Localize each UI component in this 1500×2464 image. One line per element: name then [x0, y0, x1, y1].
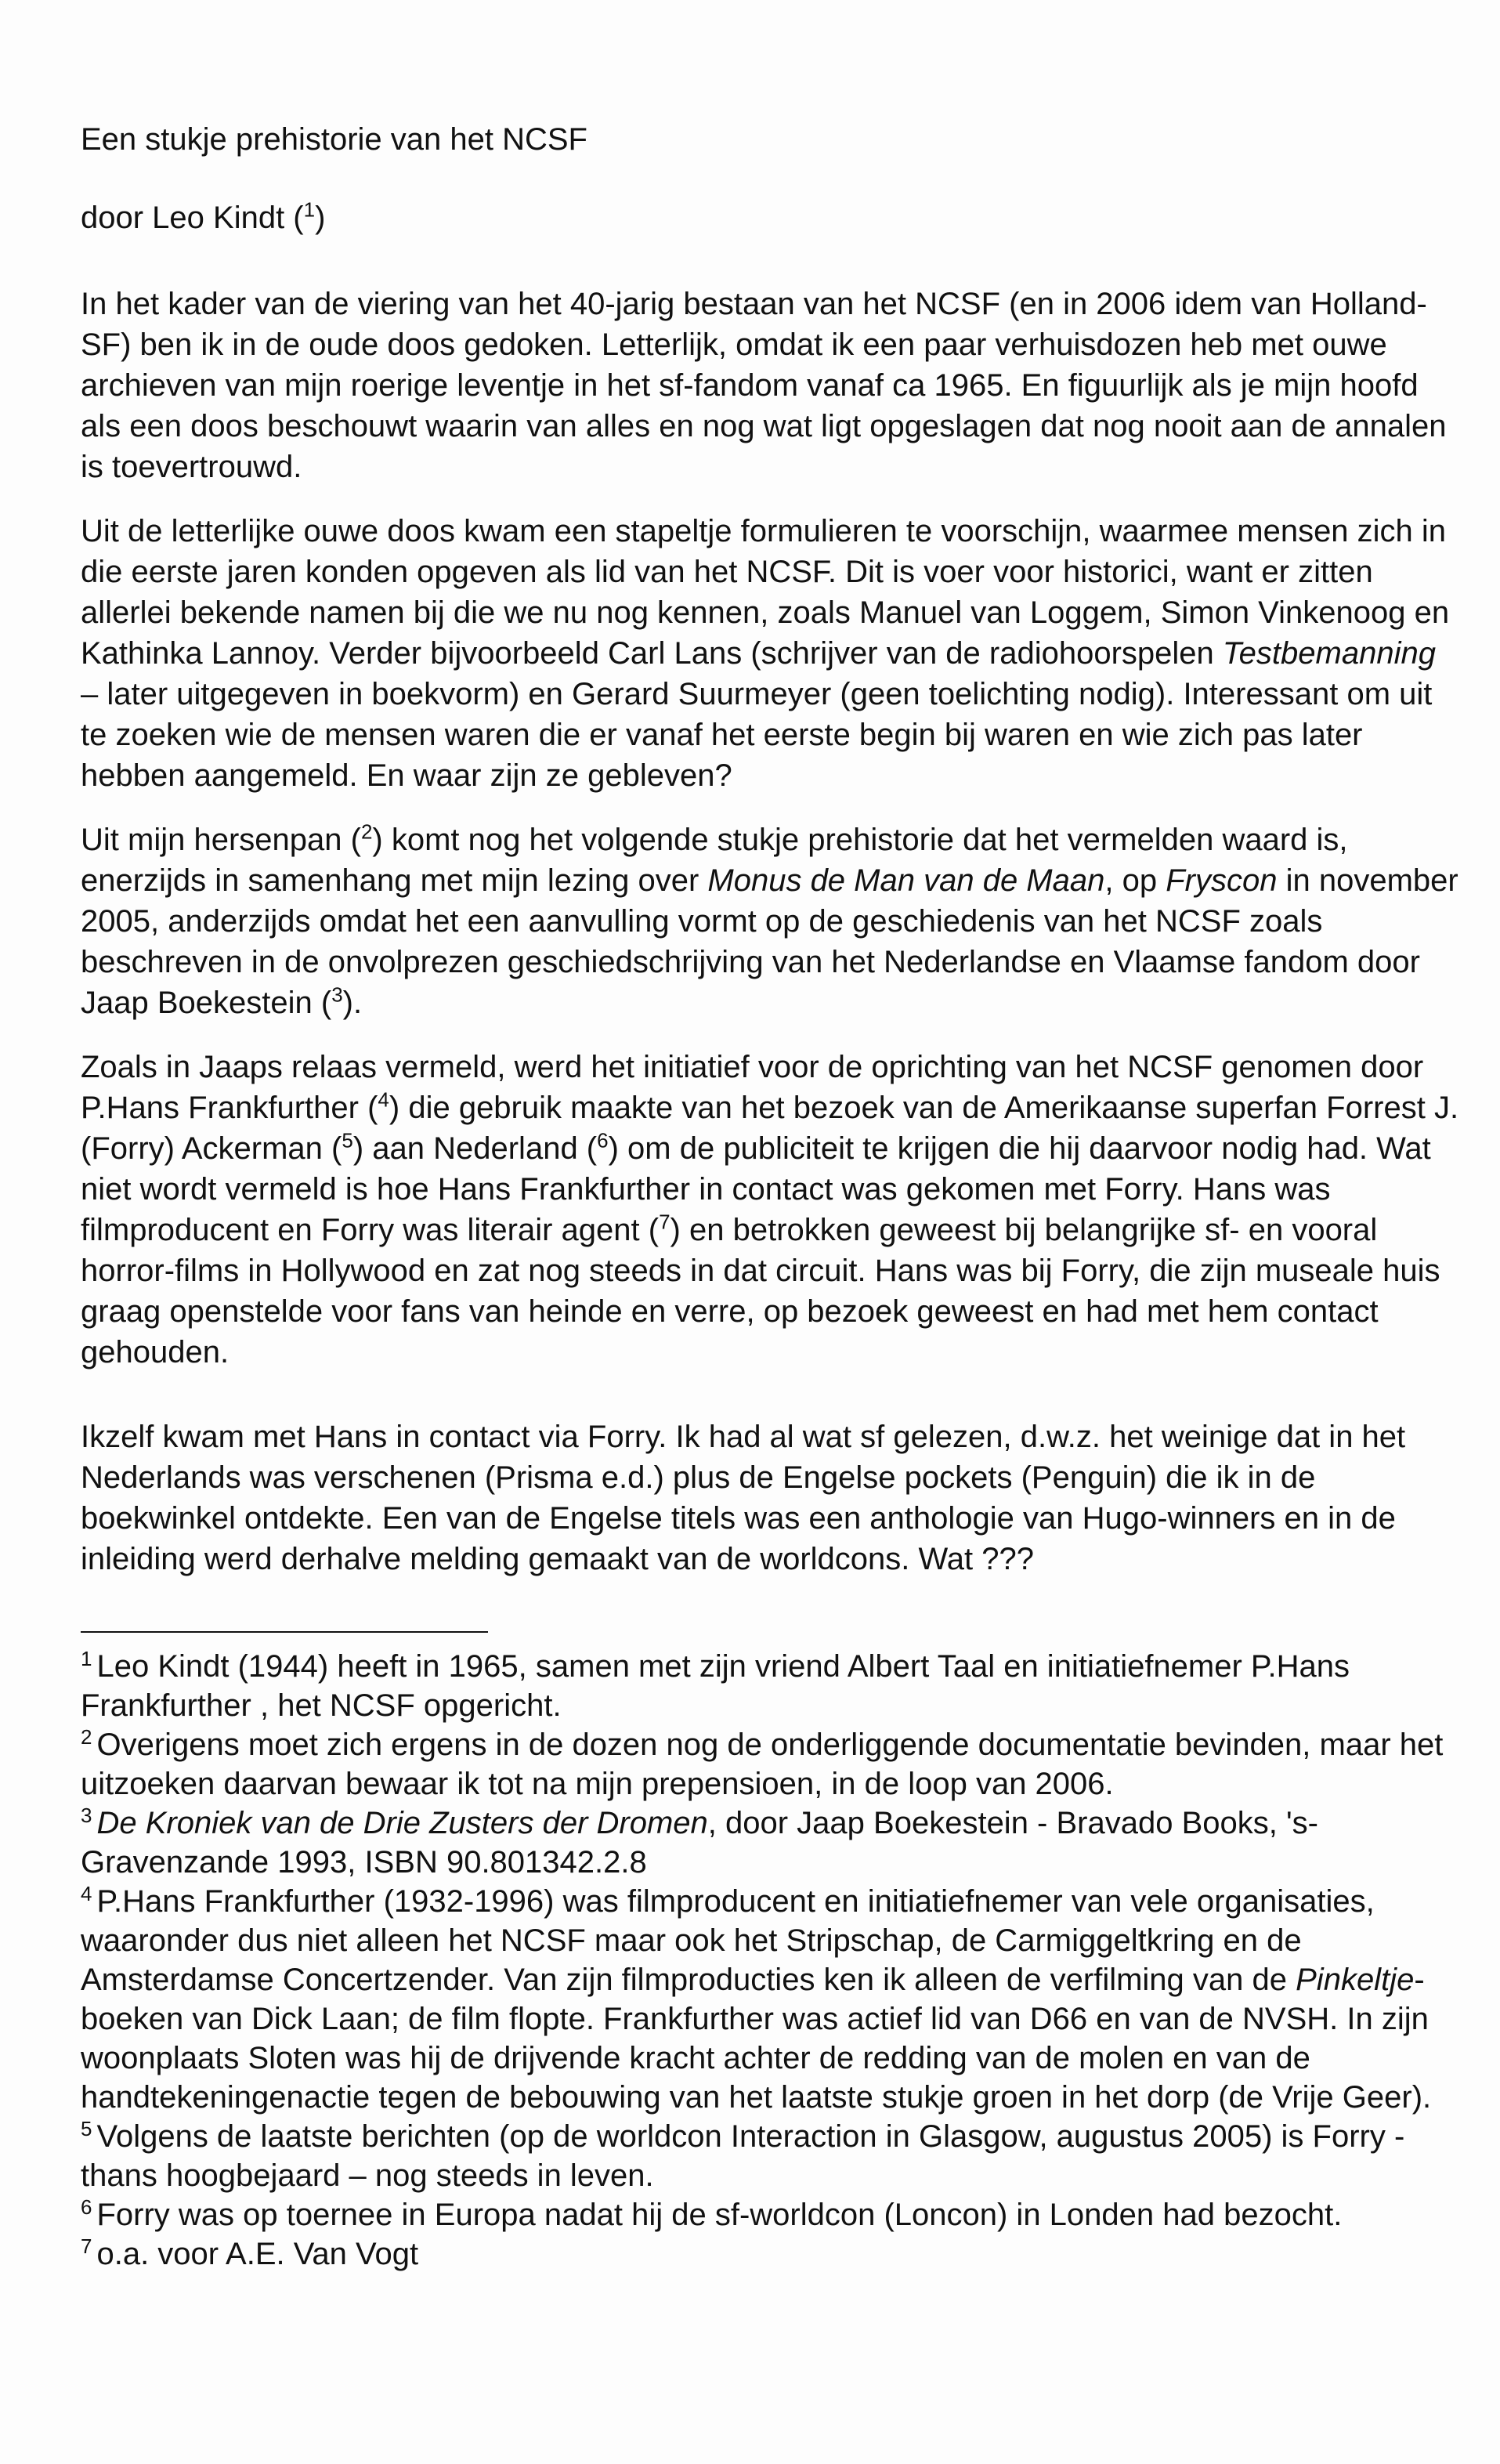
text-run: Uit mijn hersenpan ( [81, 823, 361, 857]
footnote-ref: 3 [331, 982, 343, 1007]
footnote-text: Volgens de laatste berichten (op de worldcon Interaction in Glasgow, augustus 2005) is Forry - thans hoogbejaard – nog steeds in leven. [81, 2119, 1405, 2193]
footnotes [81, 1647, 1459, 2274]
footnote-ref: 4 [378, 1087, 389, 1112]
footnote-number: 7 [81, 2234, 92, 2258]
footnote-6 [81, 2195, 1459, 2234]
text-run: ) aan Nederland ( [352, 1131, 598, 1166]
footnote-divider [81, 1631, 488, 1633]
text-run: in november 2005, anderzijds omdat het een aanvulling vormt op de geschiedenis van het NCSF zoals beschreven in de onvolprezen geschiedschrijving van het Nederlandse en Vlaamse fandom door Jaap Boekestein ( [81, 863, 1458, 1020]
footnote-text: Overigens moet zich ergens in de dozen nog de onderliggende documentatie bevinden, maar het uitzoeken daarvan bewaar ik tot na mijn prepensioen, in de loop van 2006. [81, 1728, 1444, 1801]
text-run: ) die gebruik maakte van het bezoek van de Amerikaanse superfan Forrest J. (Forry) Ackerman ( [81, 1091, 1459, 1166]
text-run: ) en betrokken geweest bij belangrijke sf- en vooral horror-films in Hollywood en zat nog steeds in dat circuit. Hans was bij Forry, die zijn museale huis graag openstelde voor fans van heinde en verre, op bezoek geweest en had met hem contact gehouden. [81, 1213, 1440, 1369]
footnote-text: o.a. voor A.E. Van Vogt [96, 2237, 419, 2271]
text-run: Uit de letterlijke ouwe doos kwam een stapeltje formulieren te voorschijn, waarmee mensen zich in die eerste jaren konden opgeven als lid van het NCSF. Dit is voer voor historici, want er zitten allerlei bekende namen bij die we nu nog kennen, zoals Manuel van Loggem, Simon Vinkenoog en Kathinka Lannoy. Verder bijvoorbeeld Carl Lans (schrijver van de radiohoorspelen [81, 514, 1450, 671]
footnote-7 [81, 2234, 1459, 2274]
footnote-5 [81, 2117, 1459, 2195]
footnote-ref: 6 [597, 1128, 609, 1152]
italic-title: Testbemanning [1222, 636, 1436, 671]
paragraph-founding [81, 1047, 1459, 1373]
footnote-number: 5 [81, 2116, 92, 2140]
document-body [81, 119, 1459, 2274]
text-run: Zoals in Jaaps relaas vermeld, werd het initiatief voor de oprichting van het NCSF genomen door P.Hans Frankfurther ( [81, 1050, 1424, 1125]
footnote-text: , door Jaap Boekestein - Bravado Books, 's-Gravenzande 1993, ISBN 90.801342.2.8 [81, 1806, 1318, 1880]
paragraph-prehistory [81, 820, 1459, 1023]
footnote-text: Leo Kindt (1944) heeft in 1965, samen met zijn vriend Albert Taal en initiatiefnemer P.Hans Frankfurther , het NCSF opgericht. [81, 1649, 1350, 1723]
italic-title: Pinkeltje [1296, 1963, 1415, 1997]
footnote-3 [81, 1804, 1459, 1882]
footnote-4 [81, 1882, 1459, 2117]
footnote-1 [81, 1647, 1459, 1725]
footnote-number: 3 [81, 1803, 92, 1827]
footnote-text: P.Hans Frankfurther (1932-1996) was filmproducent en initiatiefnemer van vele organisaties, waaronder dus niet alleen het NCSF maar ook het Stripschap, de Carmiggeltkring en de Amsterdamse Concertzender. Van zijn filmproducties ken ik alleen de verfilming van de [81, 1884, 1375, 1997]
author-prefix: door Leo Kindt ( [81, 201, 304, 235]
paragraph-intro: In het kader van de viering van het 40-jarig bestaan van het NCSF (en in 2006 idem van Holland-SF) ben ik in de oude doos gedoken. Letterlijk, omdat ik een paar verhuisdozen heb met ouwe archieven van mijn roerige leventje in het sf-fandom vanaf ca 1965. En figuurlijk als je mijn hoofd als een doos beschouwt waarin van alles en nog wat ligt opgeslagen dat nog nooit aan de annalen is toevertrouwd. [81, 287, 1447, 484]
footnote-text: Forry was op toernee in Europa nadat hij de sf-worldcon (Loncon) in Londen had bezocht. [96, 2198, 1343, 2232]
footnote-2 [81, 1725, 1459, 1804]
footnote-number: 6 [81, 2194, 92, 2219]
footnote-ref: 2 [360, 820, 373, 844]
footnote-number: 2 [81, 1724, 92, 1749]
text-run: , op [1104, 863, 1166, 898]
author-suffix: ) [315, 201, 326, 235]
footnote-number: 1 [81, 1646, 92, 1670]
paragraph-forms [81, 511, 1459, 796]
italic-title: Monus de Man van de Maan [707, 863, 1105, 898]
page-title: Een stukje prehistorie van het NCSF [81, 122, 587, 157]
text-run: – later uitgegeven in boekvorm) en Gerard Suurmeyer (geen toelichting nodig). Interessant om uit te zoeken wie de mensen waren die er vanaf het eerste begin bij waren en wie zich pas later hebben aangemeld. En waar zijn ze gebleven? [81, 677, 1433, 793]
italic-title: De Kroniek van de Drie Zusters der Dromen [96, 1806, 708, 1840]
italic-title: Fryscon [1166, 863, 1278, 898]
footnote-text: -boeken van Dick Laan; de film flopte. Frankfurther was actief lid van D66 en van de NVSH. In zijn woonplaats Sloten was hij de drijvende kracht achter de redding van de molen en van de handtekeningenactie tegen de bebouwing van het laatste stukje groen in het dorp (de Vrije Geer). [81, 1963, 1432, 2115]
paragraph-personal: Ikzelf kwam met Hans in contact via Forry. Ik had al wat sf gelezen, d.w.z. het weinige dat in het Nederlands was verschenen (Prisma e.d.) plus de Engelse pockets (Penguin) die ik in de boekwinkel ontdekte. Een van de Engelse titels was een anthologie van Hugo-winners en in de inleiding werd derhalve melding gemaakt van de worldcons. Wat ??? [81, 1420, 1406, 1576]
text-run: ) komt nog het volgende stukje prehistorie dat het vermelden waard is, enerzijds in samenhang met mijn lezing over [81, 823, 1348, 898]
text-run: ) om de publiciteit te krijgen die hij daarvoor nodig had. Wat niet wordt vermeld is hoe Hans Frankfurther in contact was gekomen met Forry. Hans was filmproducent en Forry was literair agent ( [81, 1131, 1431, 1247]
footnote-ref: 7 [659, 1210, 670, 1234]
footnote-ref: 1 [303, 197, 316, 222]
text-run: ). [342, 986, 363, 1020]
footnote-ref: 5 [342, 1128, 353, 1152]
author-line [81, 197, 1459, 238]
footnote-number: 4 [81, 1881, 92, 1905]
